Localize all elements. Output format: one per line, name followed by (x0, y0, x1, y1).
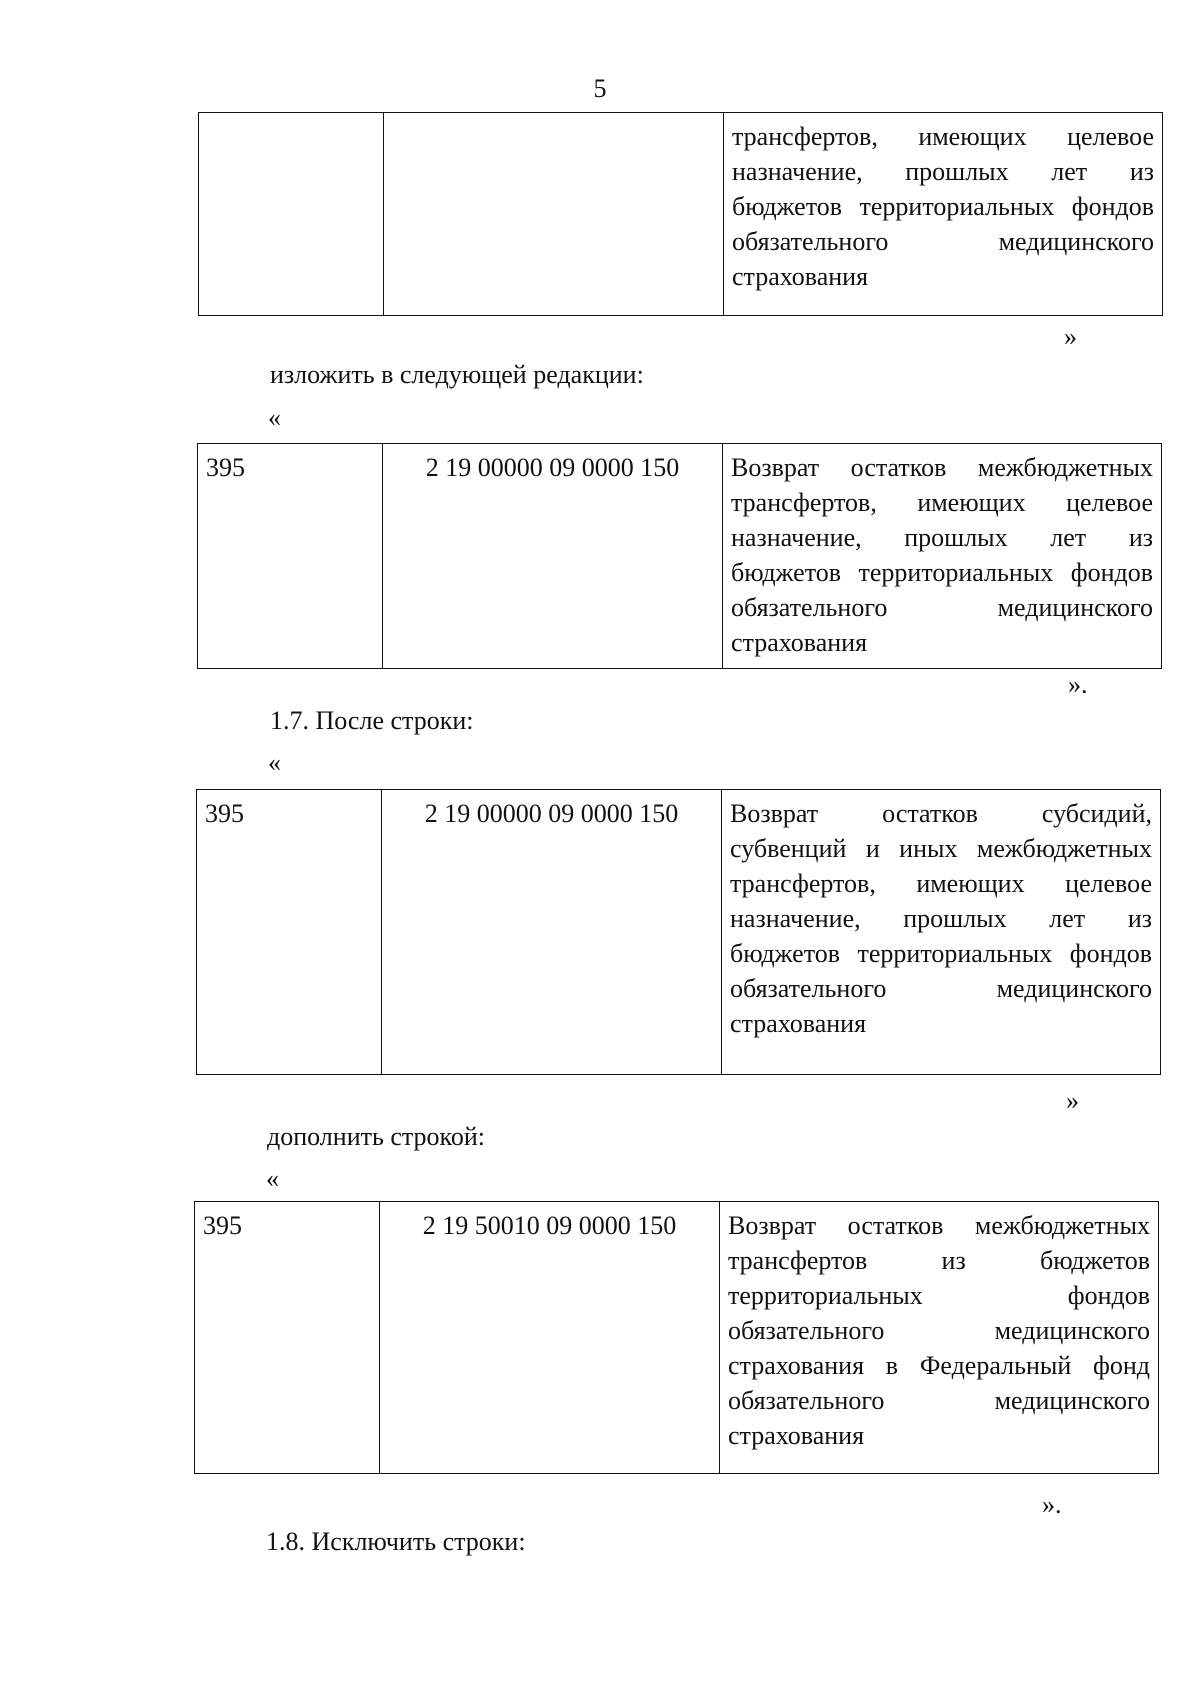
description-cell: Возврат остатков субсидий, субвенций и иных межбюджетных трансфертов, имеющих целевое назначение, прошлых лет из бюджетов территориальных фондов обязательного медицинского страхования (722, 790, 1161, 1075)
section-heading-1-7: 1.7. После строки: (270, 706, 474, 735)
closing-quote: ». (1068, 670, 1088, 699)
table-row (198, 444, 1162, 669)
description-cell: Возврат остатков межбюджетных трансфертов из бюджетов территориальных фондов обязательного медицинского страхования в Федеральный фонд обязательного медицинского страхования (720, 1202, 1159, 1474)
budget-code-cell: 2 19 00000 09 0000 150 (382, 790, 722, 1075)
section-heading-1-8: 1.8. Исключить строки: (266, 1527, 526, 1556)
admin-code-cell: 395 (197, 790, 382, 1075)
instruction-text: изложить в следующей редакции: (270, 360, 644, 389)
budget-table-new-edition (197, 443, 1162, 669)
closing-quote: ». (1042, 1490, 1062, 1519)
budget-table-continuation (198, 112, 1163, 316)
budget-code-cell: 2 19 00000 09 0000 150 (383, 444, 723, 669)
description-cell: Возврат остатков межбюджетных трансфертов, имеющих целевое назначение, прошлых лет из бюджетов территориальных фондов обязательного медицинского страхования (723, 444, 1162, 669)
admin-code-cell: 395 (195, 1202, 380, 1474)
budget-code-cell (384, 113, 724, 316)
description-cell: трансфертов, имеющих целевое назначение, прошлых лет из бюджетов территориальных фондов обязательного медицинского страхования (724, 113, 1163, 316)
budget-table-added-row (194, 1201, 1159, 1474)
admin-code-cell (199, 113, 384, 316)
table-row (195, 1202, 1159, 1474)
opening-quote: « (268, 748, 281, 777)
budget-table-after-row (196, 789, 1161, 1075)
budget-code-cell: 2 19 50010 09 0000 150 (380, 1202, 720, 1474)
closing-quote: » (1066, 1086, 1079, 1115)
page-number: 5 (593, 74, 607, 103)
table-row (197, 790, 1161, 1075)
opening-quote: « (268, 403, 281, 432)
table-row (199, 113, 1163, 316)
instruction-text: дополнить строкой: (267, 1122, 485, 1151)
admin-code-cell: 395 (198, 444, 383, 669)
opening-quote: « (266, 1164, 279, 1193)
closing-quote: » (1064, 322, 1077, 351)
